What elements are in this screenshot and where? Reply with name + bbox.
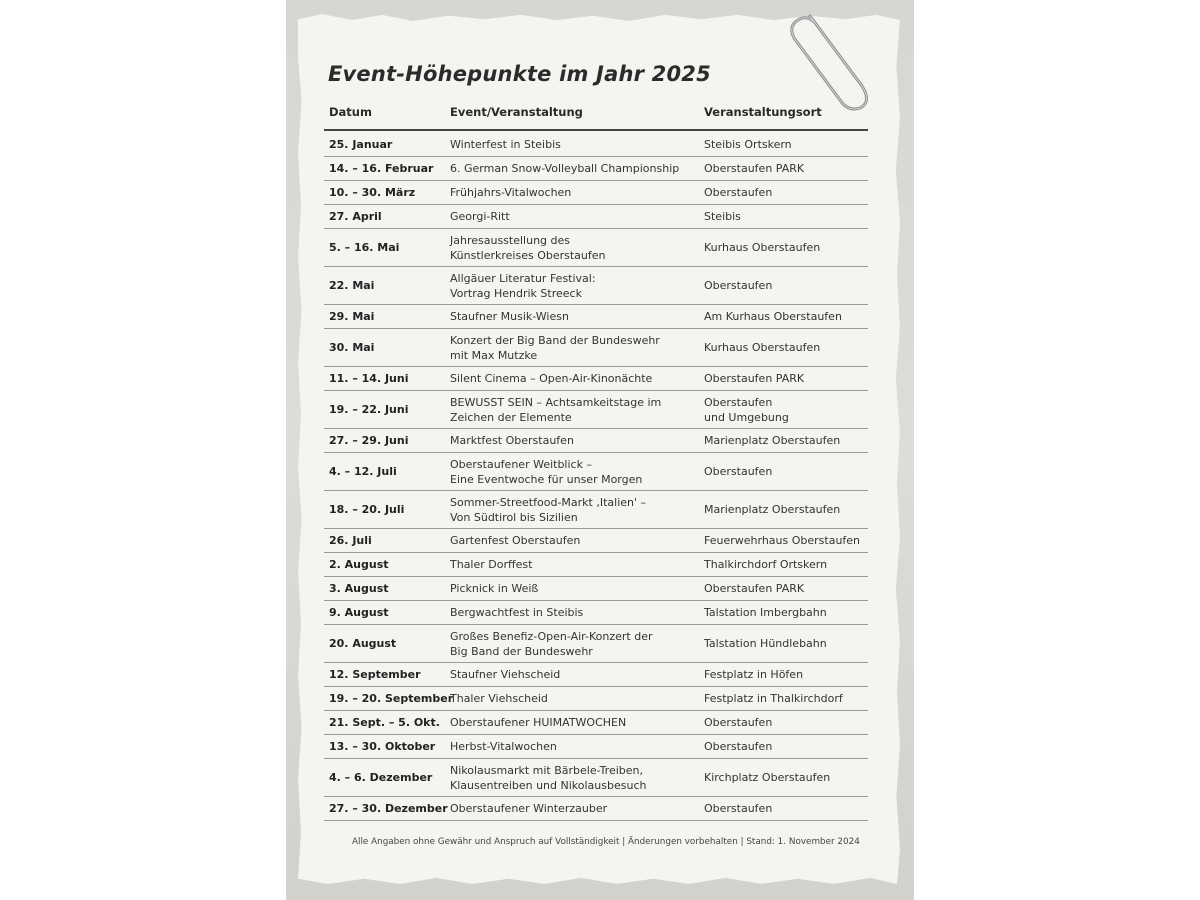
event-date: 22. Mai xyxy=(329,279,375,292)
event-place-line: Oberstaufen xyxy=(704,395,773,409)
event-name-line: Allgäuer Literatur Festival: xyxy=(450,271,596,285)
event-name-line: Klausentreiben und Nikolausbesuch xyxy=(450,778,647,792)
event-place-line: Oberstaufen xyxy=(704,465,773,478)
footer-note: Alle Angaben ohne Gewähr und Anspruch auf Vollständigkeit | Änderungen vorbehalten | Stand: 1. November 2024 xyxy=(352,837,860,847)
page-title: Event-Höhepunkte im Jahr 2025 xyxy=(328,62,711,86)
event-name-line: Oberstaufener HUIMATWOCHEN xyxy=(450,716,627,729)
event-place xyxy=(704,133,792,156)
event-place xyxy=(704,529,860,552)
event-date: 20. August xyxy=(329,637,397,650)
event-date: 10. – 30. März xyxy=(329,186,416,199)
table-row xyxy=(324,453,868,491)
event-date: 19. – 22. Juni xyxy=(329,403,409,416)
event-name-line: Oberstaufener Winterzauber xyxy=(450,802,608,815)
event-name-line: Staufner Musik-Wiesn xyxy=(450,310,569,323)
table-row xyxy=(324,157,868,181)
event-name xyxy=(450,329,660,366)
event-place xyxy=(704,663,803,686)
event-place xyxy=(704,625,827,662)
event-name-line: Staufner Viehscheid xyxy=(450,668,561,681)
event-place xyxy=(704,157,804,180)
event-place xyxy=(704,601,827,624)
event-place-line: Oberstaufen xyxy=(704,279,773,292)
event-name-line: Gartenfest Oberstaufen xyxy=(450,534,581,547)
event-date: 29. Mai xyxy=(329,310,375,323)
event-name xyxy=(450,429,574,452)
table-row xyxy=(324,181,868,205)
table-row xyxy=(324,663,868,687)
event-place-line: Marienplatz Oberstaufen xyxy=(704,503,841,516)
event-date: 14. – 16. Februar xyxy=(329,162,434,175)
event-name-line: Thaler Viehscheid xyxy=(450,692,548,705)
event-name xyxy=(450,391,661,428)
event-name-line: Nikolausmarkt mit Bärbele-Treiben, xyxy=(450,763,643,777)
table-row xyxy=(324,553,868,577)
event-name xyxy=(450,305,569,328)
event-date: 21. Sept. – 5. Okt. xyxy=(329,716,440,729)
event-name xyxy=(450,735,557,758)
event-name-line: Eine Eventwoche für unser Morgen xyxy=(450,472,643,486)
event-name xyxy=(450,491,646,528)
event-date: 18. – 20. Juli xyxy=(329,503,405,516)
event-name xyxy=(450,553,532,576)
event-place xyxy=(704,687,843,710)
event-place xyxy=(704,797,772,820)
event-name xyxy=(450,529,580,552)
event-name-line: Frühjahrs-Vitalwochen xyxy=(450,186,572,199)
event-date: 27. – 29. Juni xyxy=(329,434,409,447)
table-row xyxy=(324,205,868,229)
column-header-event: Event/Veranstaltung xyxy=(450,105,583,119)
event-name xyxy=(450,133,561,156)
event-date: 25. Januar xyxy=(329,138,393,151)
event-name xyxy=(450,229,606,266)
table-row xyxy=(324,529,868,553)
event-name xyxy=(450,797,607,820)
event-date: 11. – 14. Juni xyxy=(329,372,409,385)
event-name xyxy=(450,759,646,796)
event-name-line: Thaler Dorffest xyxy=(450,558,533,571)
event-place xyxy=(704,711,772,734)
event-name xyxy=(450,601,583,624)
event-name-line: Winterfest in Steibis xyxy=(450,138,561,151)
event-place-line: Kurhaus Oberstaufen xyxy=(704,341,821,354)
table-row xyxy=(324,577,868,601)
event-place-line: Oberstaufen xyxy=(704,716,773,729)
event-name xyxy=(450,367,652,390)
event-place-line: Steibis Ortskern xyxy=(704,138,792,151)
event-date: 2. August xyxy=(329,558,389,571)
event-place-line: und Umgebung xyxy=(704,410,789,424)
event-place-line: Oberstaufen PARK xyxy=(704,162,805,175)
event-place-line: Talstation Hündlebahn xyxy=(704,637,827,650)
table-row xyxy=(324,133,868,157)
event-place-line: Talstation Imbergbahn xyxy=(704,606,827,619)
event-place-line: Thalkirchdorf Ortskern xyxy=(704,558,828,571)
table-row xyxy=(324,759,868,797)
event-name-line: Picknick in Weiß xyxy=(450,582,539,595)
event-name-line: Von Südtirol bis Sizilien xyxy=(450,510,578,524)
event-name-line: Zeichen der Elemente xyxy=(450,410,572,424)
event-place-line: Oberstaufen xyxy=(704,740,773,753)
event-name-line: Herbst-Vitalwochen xyxy=(450,740,557,753)
table-row xyxy=(324,267,868,305)
event-place-line: Festplatz in Thalkirchdorf xyxy=(704,692,843,705)
event-name-line: Konzert der Big Band der Bundeswehr xyxy=(450,333,660,347)
event-place-line: Oberstaufen xyxy=(704,802,773,815)
event-name-line: mit Max Mutzke xyxy=(450,348,538,362)
event-date: 9. August xyxy=(329,606,389,619)
event-name xyxy=(450,181,571,204)
event-name xyxy=(450,267,596,304)
event-place-line: Am Kurhaus Oberstaufen xyxy=(704,310,842,323)
table-row xyxy=(324,797,868,821)
event-date: 26. Juli xyxy=(329,534,372,547)
table-row xyxy=(324,329,868,367)
event-name xyxy=(450,687,548,710)
paperclip-icon xyxy=(780,4,880,114)
event-place xyxy=(704,577,804,600)
event-place xyxy=(704,329,820,366)
table-row xyxy=(324,429,868,453)
event-name-line: Bergwachtfest in Steibis xyxy=(450,606,584,619)
event-place xyxy=(704,391,789,428)
event-place-line: Marienplatz Oberstaufen xyxy=(704,434,841,447)
event-date: 30. Mai xyxy=(329,341,375,354)
event-place xyxy=(704,453,772,490)
table-row xyxy=(324,367,868,391)
table-row xyxy=(324,711,868,735)
event-place xyxy=(704,367,804,390)
event-name-line: Silent Cinema – Open-Air-Kinonächte xyxy=(450,372,653,385)
event-name-line: Sommer-Streetfood-Markt ‚Italien' – xyxy=(450,495,647,509)
header-divider xyxy=(324,129,868,131)
event-name-line: Jahresausstellung des xyxy=(450,233,571,247)
column-header-date: Datum xyxy=(329,105,372,119)
event-place xyxy=(704,267,772,304)
event-place-line: Feuerwehrhaus Oberstaufen xyxy=(704,534,861,547)
event-place-line: Oberstaufen PARK xyxy=(704,582,805,595)
event-place xyxy=(704,305,842,328)
event-place xyxy=(704,735,772,758)
event-place-line: Oberstaufen PARK xyxy=(704,372,805,385)
event-name-line: Vortrag Hendrik Streeck xyxy=(450,286,582,300)
event-place-line: Oberstaufen xyxy=(704,186,773,199)
event-name xyxy=(450,453,642,490)
event-place xyxy=(704,491,840,528)
table-row xyxy=(324,305,868,329)
event-place-line: Kirchplatz Oberstaufen xyxy=(704,771,831,784)
event-name-line: Oberstaufener Weitblick – xyxy=(450,457,592,471)
event-place xyxy=(704,429,840,452)
event-place xyxy=(704,553,827,576)
event-date: 12. September xyxy=(329,668,421,681)
event-name-line: Marktfest Oberstaufen xyxy=(450,434,574,447)
column-header-place: Veranstaltungsort xyxy=(704,105,822,119)
event-place xyxy=(704,229,820,266)
event-date: 3. August xyxy=(329,582,389,595)
event-date: 19. – 20. September xyxy=(329,692,454,705)
event-name-line: 6. German Snow-Volleyball Championship xyxy=(450,162,680,175)
event-date: 4. – 12. Juli xyxy=(329,465,397,478)
table-row xyxy=(324,229,868,267)
event-name xyxy=(450,663,560,686)
event-date: 27. – 30. Dezember xyxy=(329,802,448,815)
event-place-line: Steibis xyxy=(704,210,741,223)
table-row xyxy=(324,735,868,759)
event-name-line: Großes Benefiz-Open-Air-Konzert der xyxy=(450,629,653,643)
table-row xyxy=(324,391,868,429)
event-date: 13. – 30. Oktober xyxy=(329,740,436,753)
event-date: 5. – 16. Mai xyxy=(329,241,400,254)
table-row xyxy=(324,601,868,625)
table-row xyxy=(324,687,868,711)
event-date: 4. – 6. Dezember xyxy=(329,771,433,784)
event-place-line: Festplatz in Höfen xyxy=(704,668,804,681)
event-place xyxy=(704,205,741,228)
event-date: 27. April xyxy=(329,210,382,223)
event-name xyxy=(450,205,510,228)
event-name xyxy=(450,711,626,734)
event-place xyxy=(704,759,830,796)
event-name xyxy=(450,157,679,180)
event-name-line: BEWUSST SEIN – Achtsamkeitstage im xyxy=(450,395,662,409)
event-place-line: Kurhaus Oberstaufen xyxy=(704,241,821,254)
event-place xyxy=(704,181,772,204)
table-row xyxy=(324,491,868,529)
event-name-line: Künstlerkreises Oberstaufen xyxy=(450,248,606,262)
event-name xyxy=(450,577,538,600)
table-row xyxy=(324,625,868,663)
event-name-line: Big Band der Bundeswehr xyxy=(450,644,593,658)
event-name xyxy=(450,625,652,662)
event-name-line: Georgi-Ritt xyxy=(450,210,510,223)
